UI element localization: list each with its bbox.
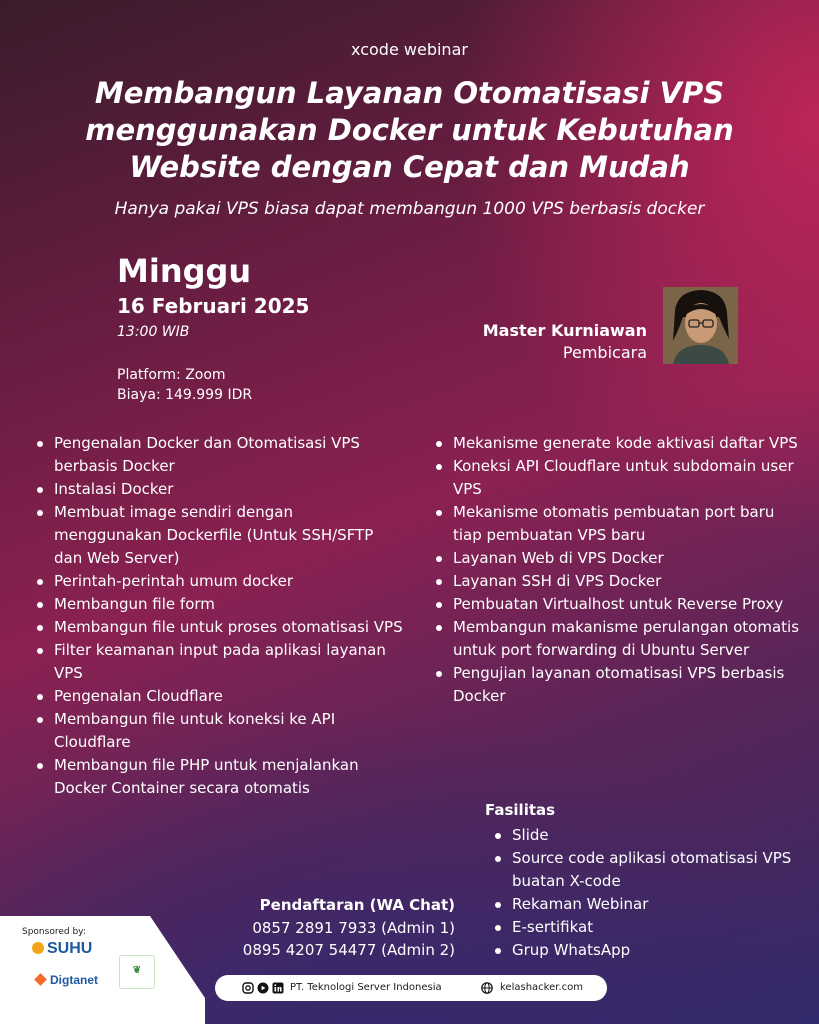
digtanet-logo-icon	[34, 973, 47, 986]
list-item: Membangun file form	[35, 593, 405, 616]
list-item: Rekaman Webinar	[493, 893, 813, 916]
list-item: Filter keamanan input pada aplikasi layanan VPS	[35, 639, 405, 685]
suhu-logo-icon	[32, 942, 44, 954]
event-day: Minggu	[117, 252, 252, 290]
list-item: Grup WhatsApp	[493, 939, 813, 962]
list-item: Mekanisme otomatis pembuatan port baru tiap pembuatan VPS baru	[434, 501, 804, 547]
registration-phone-admin-2[interactable]: 0895 4207 54477 (Admin 2)	[242, 941, 455, 959]
webinar-title: Membangun Layanan Otomatisasi VPS menggunakan Docker untuk Kebutuhan Website dengan Cepat dan Mudah	[85, 76, 734, 184]
facilities-list	[493, 824, 813, 962]
list-item: Pembuatan Virtualhost untuk Reverse Proxy	[434, 593, 804, 616]
list-item: Pengujian layanan otomatisasi VPS berbasis Docker	[434, 662, 804, 708]
footer-website-link[interactable]: kelashacker.com	[500, 982, 583, 993]
speaker-photo	[663, 287, 738, 364]
footer-company: PT. Teknologi Server Indonesia	[290, 982, 442, 993]
sponsor-logo-digtanet	[36, 973, 98, 987]
list-item: Membangun makanisme perulangan otomatis untuk port forwarding di Ubuntu Server	[434, 616, 804, 662]
event-details	[117, 365, 252, 405]
event-date: 16 Februari 2025	[117, 294, 310, 318]
speaker-role: Pembicara	[562, 343, 647, 362]
event-platform: Platform: Zoom	[117, 367, 226, 383]
list-item: Membuat image sendiri dengan menggunakan Dockerfile (Untuk SSH/SFTP dan Web Server)	[35, 501, 405, 570]
linkedin-icon[interactable]	[272, 982, 284, 994]
list-item: Slide	[493, 824, 813, 847]
topics-list-left	[35, 432, 405, 800]
list-item: Layanan SSH di VPS Docker	[434, 570, 804, 593]
list-item: Pengenalan Cloudflare	[35, 685, 405, 708]
event-time: 13:00 WIB	[117, 324, 190, 340]
sponsor-suhu-name: SUHU	[47, 940, 93, 957]
list-item: Layanan Web di VPS Docker	[434, 547, 804, 570]
youtube-icon[interactable]	[257, 982, 269, 994]
list-item: E-sertifikat	[493, 916, 813, 939]
footer-bar	[215, 975, 607, 1001]
list-item: Source code aplikasi otomatisasi VPS buatan X-code	[493, 847, 813, 893]
webinar-brand: xcode webinar	[351, 40, 468, 59]
list-item: Membangun file untuk koneksi ke API Cloudflare	[35, 708, 405, 754]
sponsor-label: Sponsored by:	[22, 927, 86, 937]
list-item: Membangun file untuk proses otomatisasi VPS	[35, 616, 405, 639]
speaker-name: Master Kurniawan	[482, 321, 647, 340]
registration-phone-admin-1[interactable]: 0857 2891 7933 (Admin 1)	[252, 919, 455, 937]
topics-list-right	[434, 432, 804, 708]
list-item: Pengenalan Docker dan Otomatisasi VPS berbasis Docker	[35, 432, 405, 478]
instagram-icon[interactable]	[242, 982, 254, 994]
sponsor-logo-emblem-icon: ❦	[119, 955, 155, 989]
globe-icon	[481, 982, 493, 994]
webinar-subtitle: Hanya pakai VPS biasa dapat membangun 1000 VPS berbasis docker	[114, 199, 705, 219]
sponsor-digtanet-name: Digtanet	[50, 973, 98, 987]
list-item: Instalasi Docker	[35, 478, 405, 501]
list-item: Membangun file PHP untuk menjalankan Docker Container secara otomatis	[35, 754, 405, 800]
sponsor-logo-suhu	[32, 940, 92, 958]
list-item: Mekanisme generate kode aktivasi daftar VPS	[434, 432, 804, 455]
registration-title: Pendaftaran (WA Chat)	[259, 896, 455, 914]
event-fee: Biaya: 149.999 IDR	[117, 387, 253, 403]
list-item: Perintah-perintah umum docker	[35, 570, 405, 593]
list-item: Koneksi API Cloudflare untuk subdomain user VPS	[434, 455, 804, 501]
speaker-portrait-icon	[663, 287, 738, 364]
facilities-title: Fasilitas	[485, 801, 556, 819]
